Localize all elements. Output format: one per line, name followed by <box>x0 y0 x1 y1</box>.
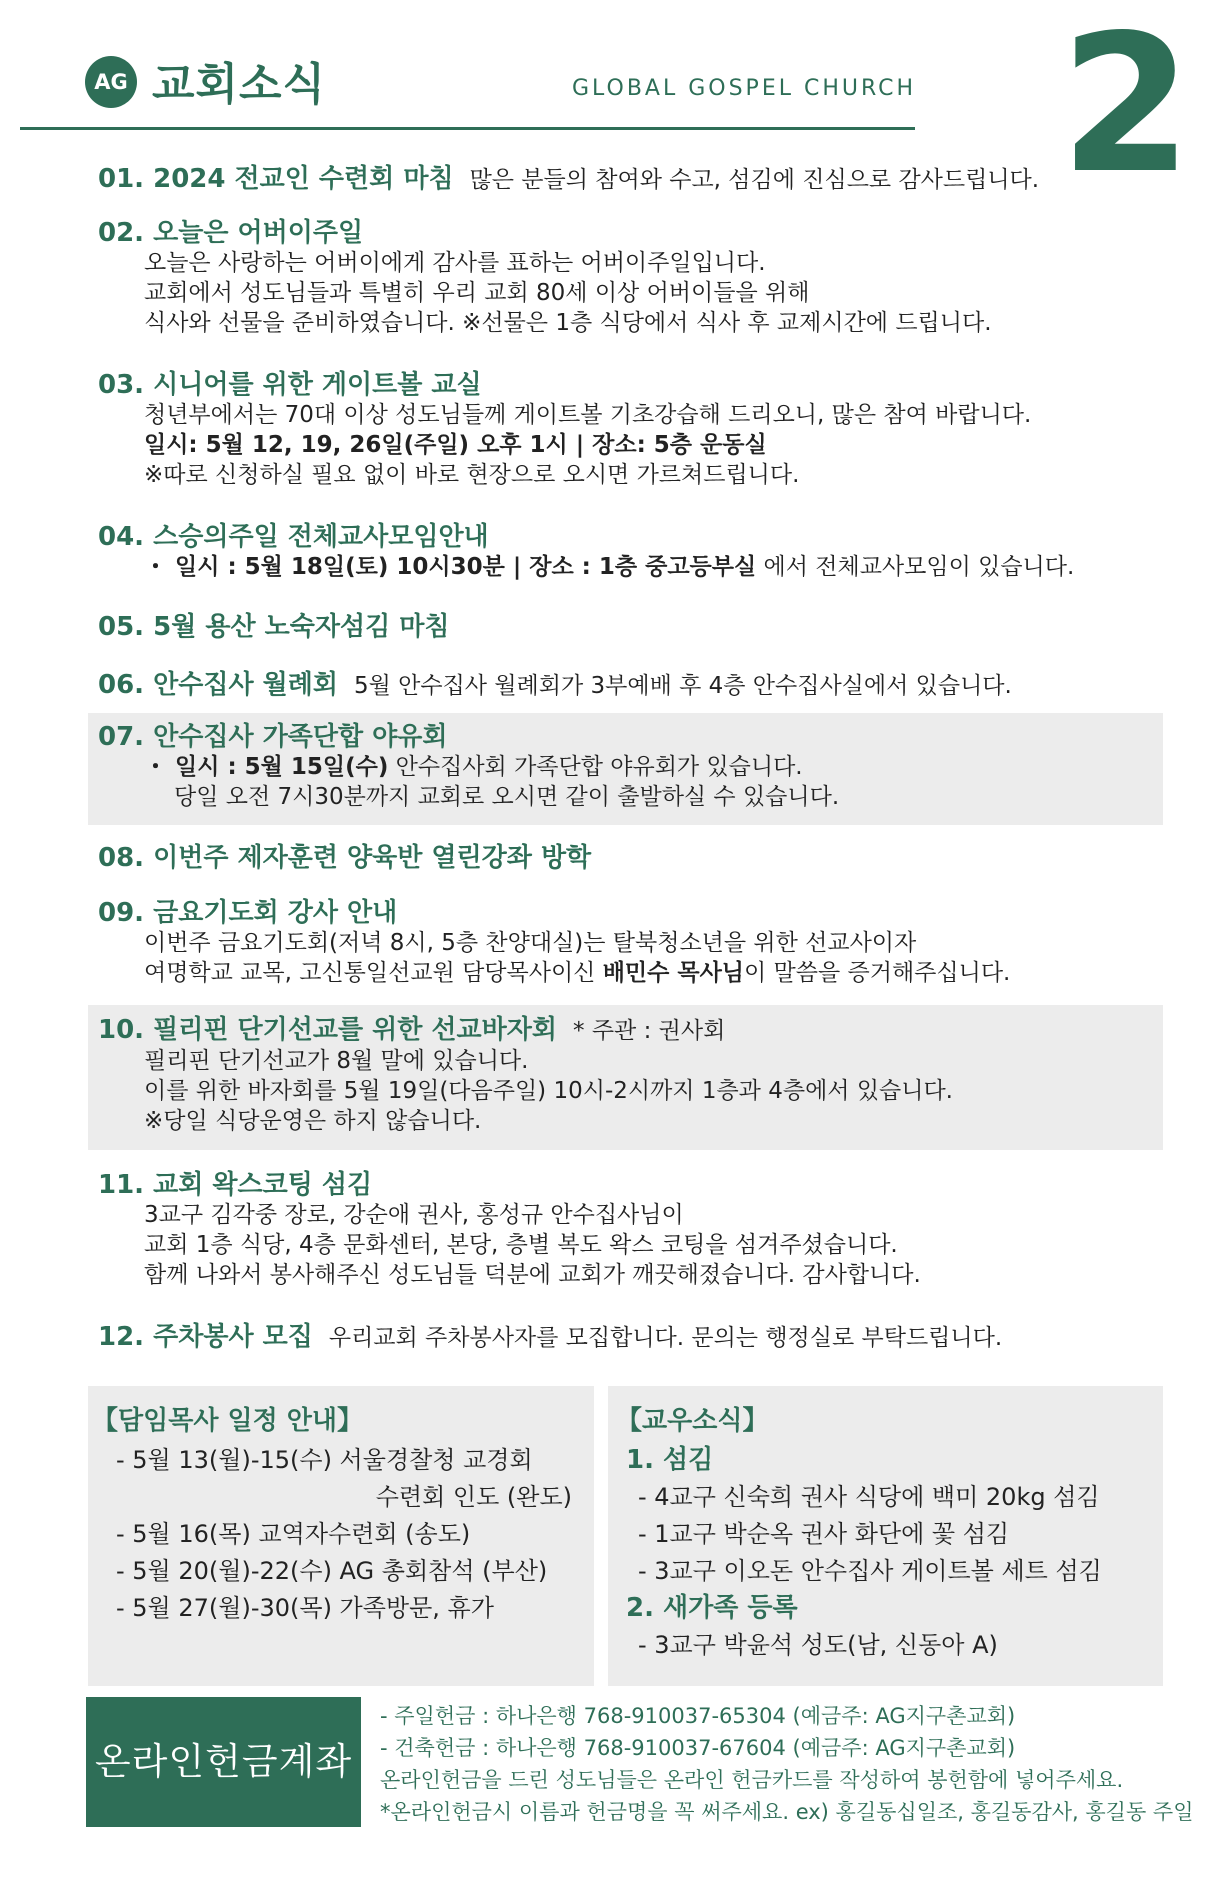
church-name: GLOBAL GOSPEL CHURCH <box>572 76 917 101</box>
online-offering-info <box>380 1700 1194 1828</box>
news-item-10 <box>98 1015 1158 1136</box>
news-item-heading: 04. 스승의주일 전체교사모임안내 <box>98 522 489 552</box>
schedule-line: - 5월 27(월)-30(목) 가족방문, 휴가 <box>116 1594 494 1622</box>
news-item-01 <box>98 164 1158 195</box>
news-item-heading: 07. 안수집사 가족단합 야유회 <box>98 722 448 752</box>
news-item-heading: 12. 주차봉사 모집 <box>98 1322 313 1352</box>
news-item-heading: 11. 교회 왁스코팅 섬김 <box>98 1170 373 1200</box>
member-news-line: - 1교구 박순옥 권사 화단에 꽃 섬김 <box>638 1520 1010 1548</box>
news-item-heading: 06. 안수집사 월례회 <box>98 670 338 700</box>
online-line: *온라인헌금시 이름과 헌금명을 꼭 써주세요. ex) 홍길동십일조, 홍길동감사, 홍길동 주일 <box>380 1800 1194 1824</box>
member-news-section: 2. 새가족 등록 <box>626 1593 798 1623</box>
news-item-bold: ・ 일시 : 5월 18일(토) 10시30분 | 장소 : 1층 중고등부실 <box>144 554 757 580</box>
news-item-line: 오늘은 사랑하는 어버이에게 감사를 표하는 어버이주일입니다. <box>144 250 766 276</box>
news-item-line: 교회에서 성도님들과 특별히 우리 교회 80세 이상 어버이들을 위해 <box>144 280 810 306</box>
news-item-line: ※따로 신청하실 필요 없이 바로 현장으로 오시면 가르쳐드립니다. <box>144 462 800 488</box>
news-item-06 <box>98 670 1158 701</box>
schedule-line: - 5월 13(월)-15(수) 서울경찰청 교경회 <box>116 1446 533 1474</box>
news-item-text: 에서 전체교사모임이 있습니다. <box>756 554 1075 580</box>
news-item-bold: ・ 일시 : 5월 15일(수) <box>144 754 389 780</box>
news-item-line: ※당일 식당운영은 하지 않습니다. <box>144 1108 482 1134</box>
news-item-text: 여명학교 교목, 고신통일선교원 담당목사이신 <box>144 960 603 986</box>
news-item-line: 당일 오전 7시30분까지 교회로 오시면 같이 출발하실 수 있습니다. <box>174 784 840 810</box>
news-item-line: 식사와 선물을 준비하였습니다. ※선물은 1층 식당에서 식사 후 교제시간에 드립니다. <box>144 310 992 336</box>
news-item-02 <box>98 218 1158 338</box>
news-item-bold: 배민수 목사님 <box>602 960 745 986</box>
news-item-text: 많은 분들의 참여와 수고, 섬김에 진심으로 감사드립니다. <box>469 167 1040 193</box>
page-title: 교회소식 <box>152 59 327 110</box>
member-news-title: 【교우소식】 <box>616 1406 769 1436</box>
news-item-12 <box>98 1322 1158 1353</box>
news-item-heading: 09. 금요기도회 강사 안내 <box>98 898 398 928</box>
header-divider <box>20 127 915 130</box>
news-item-11 <box>98 1170 1158 1290</box>
news-item-line: 청년부에서는 70대 이상 성도님들께 게이트볼 기초강습해 드리오니, 많은 참여 바랍니다. <box>144 402 1032 428</box>
news-item-text: 안수집사회 가족단합 야유회가 있습니다. <box>388 754 803 780</box>
news-item-line: 교회 1층 식당, 4층 문화센터, 본당, 층별 복도 왁스 코팅을 섬겨주셨습니다. <box>144 1232 898 1258</box>
news-item-line: 필리핀 단기선교가 8월 말에 있습니다. <box>144 1048 529 1074</box>
online-line: 온라인헌금을 드린 성도님들은 온라인 헌금카드를 작성하여 봉헌함에 넣어주세요. <box>380 1768 1124 1792</box>
online-line: - 주일헌금 : 하나은행 768-910037-65304 (예금주: AG지구촌교회) <box>380 1704 1016 1728</box>
news-item-04 <box>98 522 1158 582</box>
news-item-line: 3교구 김각중 장로, 강순애 권사, 홍성규 안수집사님이 <box>144 1202 684 1228</box>
member-news-line: - 3교구 이오돈 안수집사 게이트볼 세트 섬김 <box>638 1557 1102 1585</box>
news-item-text: * 주관 : 권사회 <box>573 1018 726 1044</box>
pastor-schedule-list <box>116 1442 586 1627</box>
news-item-05 <box>98 612 1158 642</box>
member-news-section: 1. 섬김 <box>626 1445 714 1475</box>
schedule-line: 수련회 인도 (완도) <box>375 1483 572 1511</box>
member-news-line: - 3교구 박윤석 성도(남, 신동아 A) <box>638 1631 998 1659</box>
news-item-heading: 01. 2024 전교인 수련회 마침 <box>98 164 454 194</box>
news-item-heading: 10. 필리핀 단기선교를 위한 선교바자회 <box>98 1015 558 1045</box>
news-item-heading: 02. 오늘은 어버이주일 <box>98 218 364 248</box>
online-line: - 건축헌금 : 하나은행 768-910037-67604 (예금주: AG지구촌교회) <box>380 1736 1016 1760</box>
news-item-08 <box>98 843 1158 873</box>
pastor-schedule-box <box>88 1386 594 1686</box>
member-news-box <box>608 1386 1163 1686</box>
news-item-line: 일시: 5월 12, 19, 26일(주일) 오후 1시 | 장소: 5층 운동실 <box>144 432 767 458</box>
member-news-list <box>626 1442 1156 1664</box>
schedule-line: - 5월 16(목) 교역자수련회 (송도) <box>116 1520 471 1548</box>
church-logo: AG <box>85 56 137 108</box>
news-item-heading: 05. 5월 용산 노숙자섬김 마침 <box>98 612 450 642</box>
news-item-line: 이를 위한 바자회를 5월 19일(다음주일) 10시-2시까지 1층과 4층에서 있습니다. <box>144 1078 953 1104</box>
news-item-text: 이 말씀을 증거해주십니다. <box>744 960 1011 986</box>
news-item-heading: 08. 이번주 제자훈련 양육반 열린강좌 방학 <box>98 843 592 873</box>
news-item-07 <box>98 722 1158 812</box>
schedule-line: - 5월 20(월)-22(수) AG 총회참석 (부산) <box>116 1557 548 1585</box>
news-item-text: 우리교회 주차봉사자를 모집합니다. 문의는 행정실로 부탁드립니다. <box>328 1325 1003 1351</box>
online-offering-label: 온라인헌금계좌 <box>86 1697 361 1827</box>
news-item-03 <box>98 370 1158 490</box>
news-item-line: 이번주 금요기도회(저녁 8시, 5층 찬양대실)는 탈북청소년을 위한 선교사이자 <box>144 930 917 956</box>
page-number: 2 <box>1060 0 1193 215</box>
member-news-line: - 4교구 신숙희 권사 식당에 백미 20kg 섬김 <box>638 1483 1100 1511</box>
news-item-heading: 03. 시니어를 위한 게이트볼 교실 <box>98 370 482 400</box>
pastor-schedule-title: 【담임목사 일정 안내】 <box>92 1406 364 1436</box>
news-item-text: 5월 안수집사 월례회가 3부예배 후 4층 안수집사실에서 있습니다. <box>353 673 1012 699</box>
news-item-09 <box>98 898 1158 988</box>
news-item-line: 함께 나와서 봉사해주신 성도님들 덕분에 교회가 깨끗해졌습니다. 감사합니다. <box>144 1262 921 1288</box>
